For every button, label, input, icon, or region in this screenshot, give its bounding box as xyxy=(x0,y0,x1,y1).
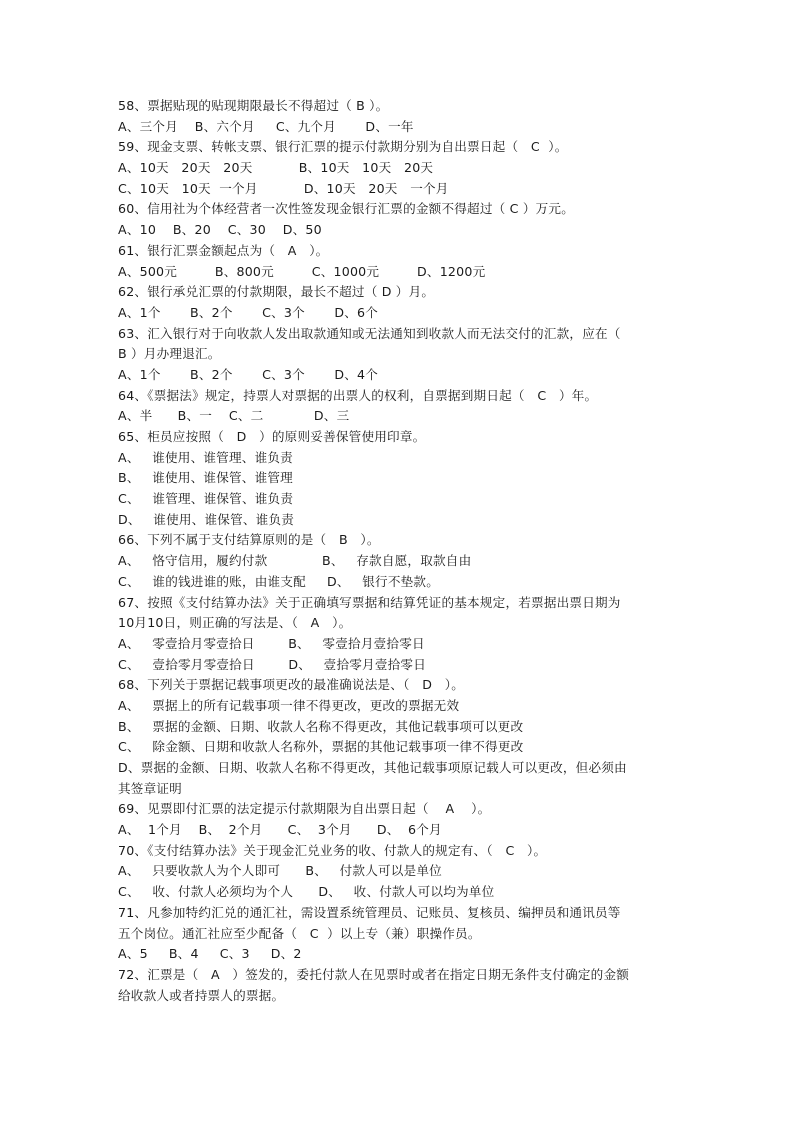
text-line: A、半 B、一 C、二 D、三 xyxy=(118,408,350,424)
text-line: 68、下列关于票据记载事项更改的最准确说法是、（ D ）。 xyxy=(118,677,464,693)
document-body xyxy=(118,96,678,1006)
text-line: A、三个月 B、六个月 C、九个月 D、一年 xyxy=(118,118,414,134)
text-line: A、500元 B、800元 C、1000元 D、1200元 xyxy=(118,263,486,279)
text-line: A、10 B、20 C、30 D、50 xyxy=(118,222,322,238)
text-line: 59、现金支票、转帐支票、银行汇票的提示付款期分别为自出票日起（ C ）。 xyxy=(118,139,568,155)
text-line: A、10天 20天 20天 B、10天 10天 20天 xyxy=(118,160,434,176)
text-line: A、 1个月 B、 2个月 C、 3个月 D、 6个月 xyxy=(118,822,442,838)
text-line: A、 零壹拾月零壹拾日 B、 零壹拾月壹拾零日 xyxy=(118,635,425,651)
text-line: A、 谁使用、谁管理、谁负责 xyxy=(118,449,293,465)
text-line: 67、按照《支付结算办法》关于正确填写票据和结算凭证的基本规定，若票据出票日期为 xyxy=(118,594,621,610)
text-line: A、 恪守信用，履约付款 B、 存款自愿，取款自由 xyxy=(118,553,472,569)
text-line: 五个岗位。通汇社应至少配备（ C ）以上专（兼）职操作员。 xyxy=(118,925,481,941)
text-line: 61、银行汇票金额起点为（ A ）。 xyxy=(118,242,329,258)
text-line: D、 谁使用、谁保管、谁负责 xyxy=(118,511,295,527)
text-line: 10月10日，则正确的写法是、（ A ）。 xyxy=(118,615,352,631)
text-line: B、 谁使用、谁保管、谁管理 xyxy=(118,470,293,486)
text-line: 其签章证明 xyxy=(118,780,182,796)
text-line: A、1个 B、2个 C、3个 D、4个 xyxy=(118,366,379,382)
text-line: 71、凡参加特约汇兑的通汇社，需设置系统管理员、记账员、复核员、编押员和通讯员等 xyxy=(118,904,621,920)
text-line: 72、汇票是（ A ）签发的，委托付款人在见票时或者在指定日期无条件支付确定的金额 xyxy=(118,966,630,982)
text-line: 64、《票据法》规定，持票人对票据的出票人的权利，自票据到期日起（ C ）年。 xyxy=(118,387,598,403)
text-line: 60、信用社为个体经营者一次性签发现金银行汇票的金额不得超过（ C ）万元。 xyxy=(118,201,575,217)
text-line: C、 谁管理、谁保管、谁负责 xyxy=(118,491,294,507)
text-line: 65、柜员应按照（ D ）的原则妥善保管使用印章。 xyxy=(118,429,426,444)
text-line: A、5 B、4 C、3 D、2 xyxy=(118,946,302,962)
text-line: C、 除金额、日期和收款人名称外，票据的其他记载事项一律不得更改 xyxy=(118,739,524,755)
text-line: A、 票据上的所有记载事项一律不得更改，更改的票据无效 xyxy=(118,697,460,713)
text-line: 66、下列不属于支付结算原则的是（ B ）。 xyxy=(118,532,380,548)
text-line: 69、见票即付汇票的法定提示付款期限为自出票日起（ A ）。 xyxy=(118,801,491,817)
text-line: 62、银行承兑汇票的付款期限，最长不超过（ D ）月。 xyxy=(118,284,435,300)
text-line: C、 壹拾零月零壹拾日 D、 壹拾零月壹拾零日 xyxy=(118,656,427,672)
text-line: C、10天 10天 一个月 D、10天 20天 一个月 xyxy=(118,180,449,196)
text-line: 58、票据贴现的贴现期限最长不得超过（ B ）。 xyxy=(118,98,389,113)
text-line: D、票据的金额、日期、收款人名称不得更改，其他记载事项原记载人可以更改，但必须由 xyxy=(118,760,627,775)
text-line: 70、《支付结算办法》关于现金汇兑业务的收、付款人的规定有、（ C ）。 xyxy=(118,842,547,858)
text-line: A、 只要收款人为个人即可 B、 付款人可以是单位 xyxy=(118,863,442,879)
text-line: B、 票据的金额、日期、收款人名称不得更改，其他记载事项可以更改 xyxy=(118,718,524,734)
text-line: C、 谁的钱进谁的账，由谁支配 D、 银行不垫款。 xyxy=(118,573,440,589)
text-line: 63、汇入银行对于向收款人发出取款通知或无法通知到收款人而无法交付的汇款，应在（ xyxy=(118,325,621,341)
text-line: B ）月办理退汇。 xyxy=(118,346,221,362)
text-line: A、1个 B、2个 C、3个 D、6个 xyxy=(118,304,379,320)
text-line: C、 收、付款人必须均为个人 D、 收、付款人可以均为单位 xyxy=(118,884,495,900)
text-line: 给收款人或者持票人的票据。 xyxy=(118,987,285,1003)
